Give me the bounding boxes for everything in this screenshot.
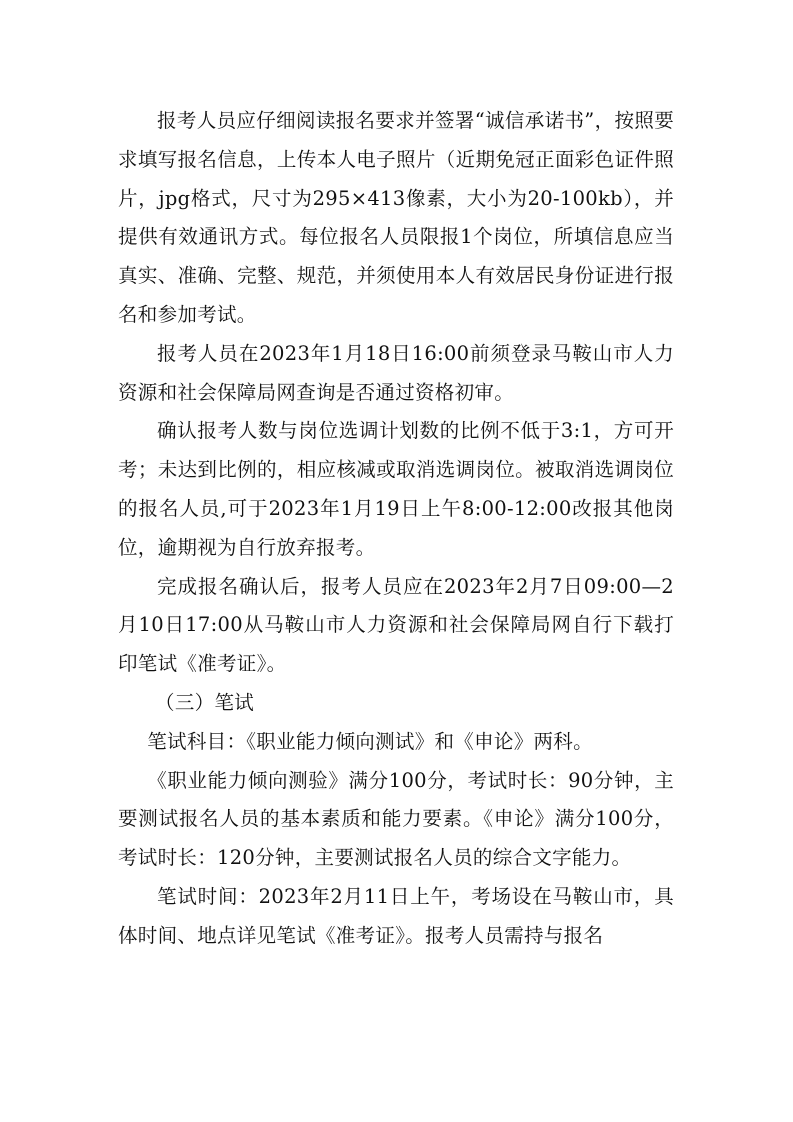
section-heading-written-exam: （三）笔试	[155, 690, 255, 714]
paragraph-exam-ratio: 确认报考人数与岗位选调计划数的比例不低于3:1，方可开考；未达到比例的，相应核减或取消选调岗位。被取消选调岗位的报名人员,可于2023年1月19日上午8:00-12:00改报其他岗位，逾期视为自行放弃报考。	[118, 419, 674, 559]
document-page	[118, 102, 674, 956]
paragraph-exam-subjects: 笔试科目：《职业能力倾向测试》和《申论》两科。	[147, 729, 593, 753]
paragraph-registration-requirements: 报考人员应仔细阅读报名要求并签署“诚信承诺书”，按照要求填写报名信息，上传本人电子照片（近期免冠正面彩色证件照片，jpg格式，尺寸为295×413像素，大小为20-100kb），并提供有效通讯方式。每位报名人员限报1个岗位，所填信息应当真实、准确、完整、规范，并须使用本人有效居民身份证进行报名和参加考试。	[118, 109, 674, 326]
paragraph-admission-ticket: 完成报名确认后，报考人员应在2023年2月7日09:00—2月10日17:00从马鞍山市人力资源和社会保障局网自行下载打印笔试《准考证》。	[118, 574, 674, 676]
paragraph-exam-time: 笔试时间：2023年2月11日上午，考场设在马鞍山市，具体时间、地点详见笔试《准考证》。报考人员需持与报名	[118, 884, 674, 947]
paragraph-qualification-check: 报考人员在2023年1月18日16:00前须登录马鞍山市人力资源和社会保障局网查询是否通过资格初审。	[118, 341, 674, 404]
paragraph-exam-scoring: 《职业能力倾向测验》满分100分，考试时长：90分钟，主要测试报名人员的基本素质和能力要素。《申论》满分100分，考试时长：120分钟，主要测试报名人员的综合文字能力。	[118, 768, 674, 870]
